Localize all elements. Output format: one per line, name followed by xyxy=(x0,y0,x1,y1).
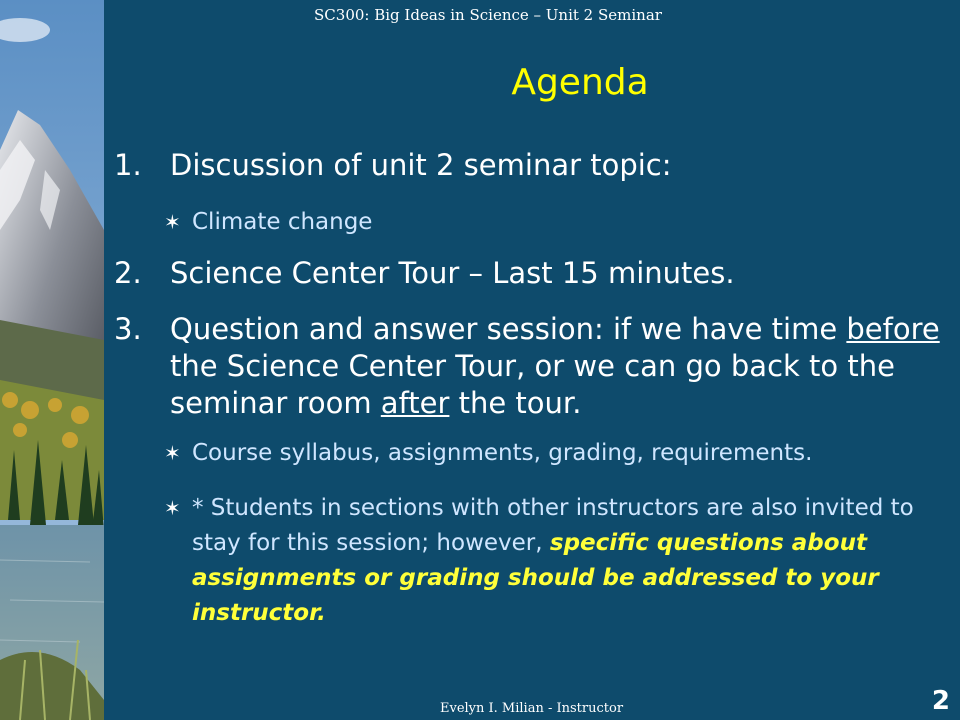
item-number: 2. xyxy=(114,256,142,290)
agenda-item-3 xyxy=(114,311,940,420)
item-text: Discussion of unit 2 seminar topic: xyxy=(170,148,672,182)
item-number: 1. xyxy=(114,148,142,182)
sub-bullet-text: Course syllabus, assignments, grading, requirements. xyxy=(192,440,813,466)
item-text: Science Center Tour – Last 15 minutes. xyxy=(170,256,735,290)
underlined-word: after xyxy=(380,386,450,420)
page-number: 2 xyxy=(931,686,950,716)
star-bullet-icon: ✶ xyxy=(164,441,181,465)
emphasis-text: specific questions about assignments or grading should be addressed to your instructor. xyxy=(192,530,879,626)
item-text xyxy=(170,311,940,422)
slide-header: SC300: Big Ideas in Science – Unit 2 Seminar xyxy=(314,6,662,24)
agenda-item-1 xyxy=(114,147,934,184)
item-text-part: the tour. xyxy=(449,386,582,420)
sub-bullet-text: Climate change xyxy=(192,209,373,235)
agenda-item-2 xyxy=(114,255,934,292)
sub-bullet-text xyxy=(192,491,932,631)
star-bullet-icon: ✶ xyxy=(164,496,181,520)
sub-bullet-normal-text: * Students in sections with other instructors are also invited to stay for this session; however, xyxy=(192,495,914,556)
item-text-part: the Science Center Tour, or we can go back to the seminar room xyxy=(170,349,895,420)
underlined-word: before xyxy=(846,312,940,346)
item-text-part: Question and answer session: if we have time xyxy=(170,312,847,346)
slide-title: Agenda xyxy=(511,62,649,103)
footer-author: Evelyn I. Milian - Instructor xyxy=(440,701,624,716)
star-bullet-icon: ✶ xyxy=(164,210,181,234)
landscape-photo xyxy=(0,0,104,720)
item-number: 3. xyxy=(114,312,142,346)
